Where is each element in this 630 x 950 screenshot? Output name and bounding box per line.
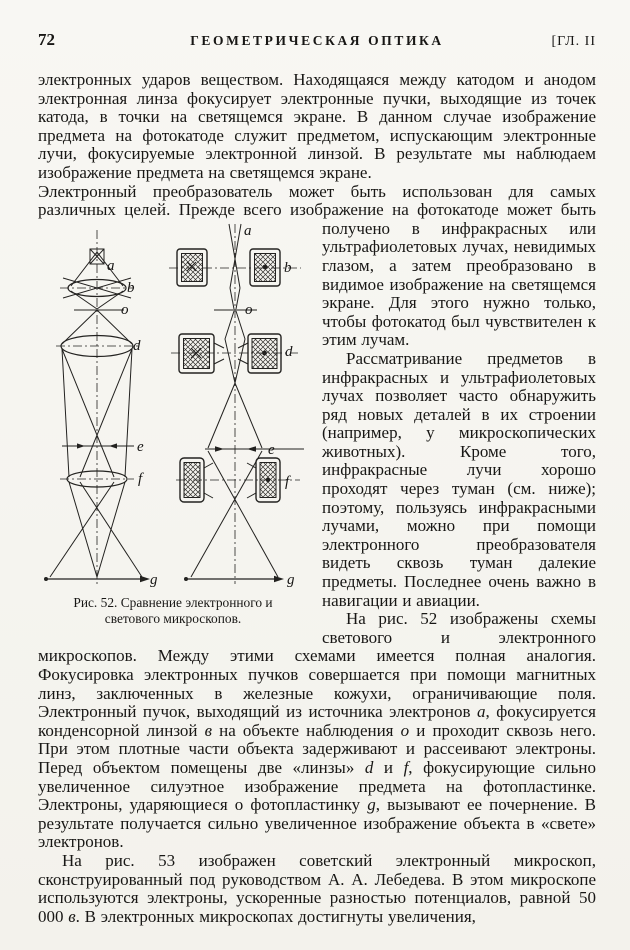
figure-label-o-right: o xyxy=(245,301,253,318)
figure-52 xyxy=(38,222,308,627)
paragraph-2-part-b: может быть получено в инфракрасных или ультрафиолетовых лучах, невидимых глазом, а затем преобразовано в видимое изображение на светящемся экране. Для этого нужно только, чтобы фотокатод был чувствителен к этим лучам. xyxy=(322,200,596,350)
figure-label-b-right: b xyxy=(284,259,292,276)
figure-label-d-left: d xyxy=(133,337,141,354)
figure-label-e-left: e xyxy=(137,438,144,455)
paragraph-4: На рис. 52 изображены схемы светового и электронного микроскопов. Между этими схемами имеется полная аналогия. Фокусировка электронных пучков совершается при помощи магнитных линз, заключенных в железные кожухи, ограничивающие поля. Электронный пучок, выходящий из источника электронов а, фокусируется конденсорной линзой в на объекте наблюдения о и проходит сквозь него. При этом плотные части объекта задерживают и рассеивают электроны. Перед объектом помещены две «линзы» d и f, фокусирующие сильно увеличенное силуэтное изображение предмета на фотопластинке. Электроны, ударяющиеся о фотопластинку g, вызывают ее почернение. В результате получается сильно увеличенное изображение объекта в «свете» электронов. xyxy=(38,609,597,852)
electron-microscope-diagram xyxy=(169,223,304,588)
microscope-comparison-svg xyxy=(38,222,308,590)
paragraph-2-part-a: Электронный преобразователь может быть использован для самых различных целей. Прежде всего изображение на фотокатоде xyxy=(38,181,596,220)
figure-label-e-right: e xyxy=(268,441,275,458)
paragraph-3: Рассматривание предметов в инфракрасных и ультрафиолетовых лучах позволяет часто обнаружить ряд новых деталей в их строении (например, у микроскопических животных). Кроме того, инфракрасные лучи хорошо проходят через туман (см. ниже); поэтому, пользуясь инфракрасными лучами, можно при помощи электронного преобразователя видеть сквозь туман далекие предметы. Последнее очень важно в навигации и авиации. xyxy=(322,348,596,610)
figure-label-a-left: a xyxy=(107,257,115,274)
paragraph-5: На рис. 53 изображен советский электронный микроскоп, сконструированный под руководством А. А. Лебедева. В этом микроскопе используются электроны, ускоренные разностью потенциалов, равной 50 000 в. В электронных микроскопах достигнуты увеличения, xyxy=(38,850,596,926)
figure-label-d-right: d xyxy=(285,343,293,360)
light-microscope-diagram xyxy=(44,230,158,588)
figure-caption xyxy=(38,595,308,627)
page-header xyxy=(38,30,596,50)
figure-label-a-right: a xyxy=(244,222,252,239)
text-block xyxy=(38,71,596,926)
running-title: ГЕОМЕТРИЧЕСКАЯ ОПТИКА xyxy=(190,33,444,48)
chapter-label: [ГЛ. II xyxy=(551,34,596,49)
figure-caption-line-2: светового микроскопов. xyxy=(104,610,242,626)
figure-label-g-left: g xyxy=(150,571,158,588)
figure-caption-line-1: Рис. 52. Сравнение электронного и xyxy=(73,594,273,610)
figure-label-f-right: f xyxy=(285,473,290,490)
figure-label-o-left: o xyxy=(121,301,129,318)
figure-label-g-right: g xyxy=(287,571,295,588)
page-number: 72 xyxy=(38,30,55,49)
figure-label-f-left: f xyxy=(138,470,143,487)
paragraph-1: электронных ударов веществом. Находящаяся между катодом и анодом электронная линза фокусирует электронные пучки, выходящие из точек катода, в точки на светящемся экране. В данном случае изображение предмета на фотокатоде служит предметом, испускающим электронные лучи, фокусируемые электронной линзой. В результате мы наблюдаем изображение предмета на светящемся экране. xyxy=(38,70,596,182)
figure-label-b-left: b xyxy=(127,279,135,296)
